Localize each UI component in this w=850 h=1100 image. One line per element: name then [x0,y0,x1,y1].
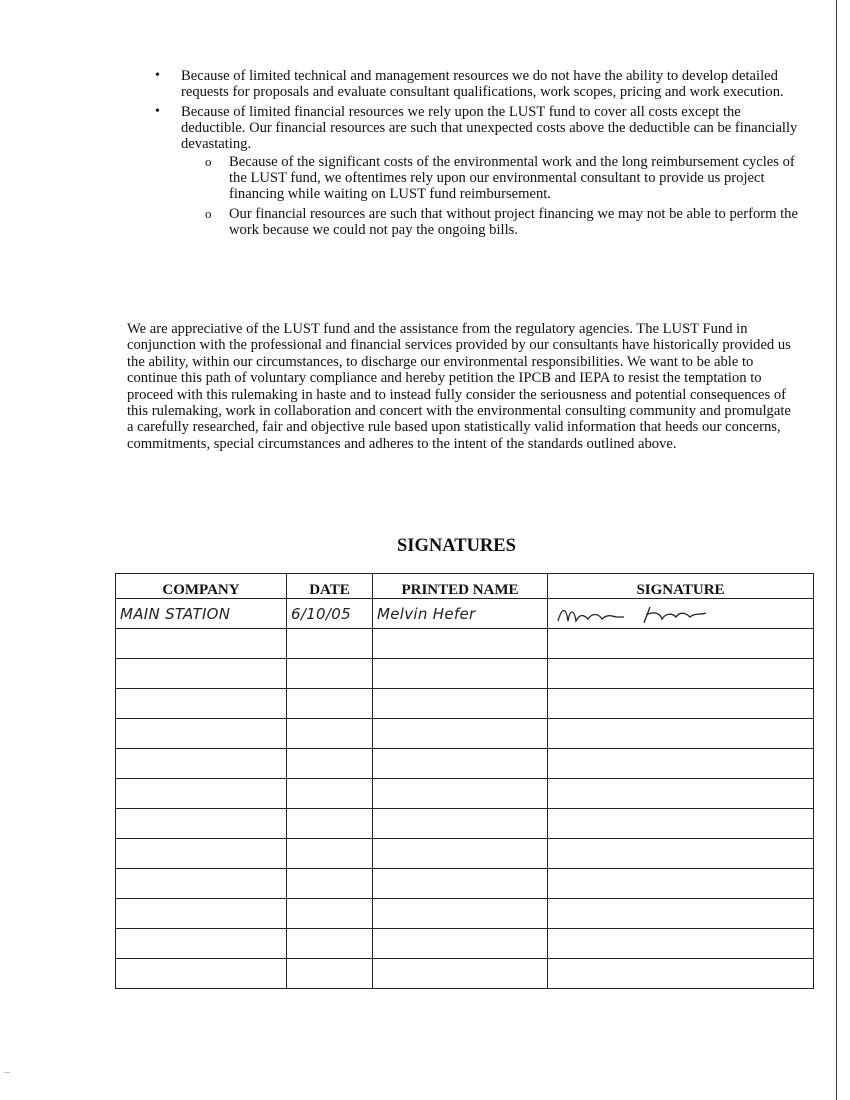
sub-bullet-text: Because of the significant costs of the environmental work and the long reimbursement cycles of the LUST fund, we oftentimes rely upon our environmental consultant to provide us project financing while waiting on LUST fund reimbursement. [229,154,795,202]
printed-name-cell[interactable] [373,869,548,899]
company-cell[interactable] [116,839,287,869]
printed-name-cell[interactable] [373,599,548,629]
footer-mark: ... [4,1066,10,1075]
signature-table [115,573,814,989]
table-row [116,749,814,779]
date-cell[interactable] [287,749,373,779]
bullet-item [152,104,807,238]
table-row [116,659,814,689]
date-cell[interactable] [287,839,373,869]
date-cell[interactable] [287,929,373,959]
signature-cell[interactable] [548,749,814,779]
signature-cell[interactable] [548,809,814,839]
signature-cell[interactable] [548,659,814,689]
signatures-heading: SIGNATURES [397,536,516,556]
sub-bullet-text: Our financial resources are such that without project financing we may not be able to perform the work because we could not pay the ongoing bills. [229,206,798,238]
company-cell[interactable] [116,719,287,749]
table-row [116,959,814,989]
printed-name-cell[interactable] [373,899,548,929]
header-company: COMPANY [116,574,287,599]
company-cell[interactable] [116,599,287,629]
date-cell[interactable] [287,809,373,839]
signature-cell[interactable] [548,869,814,899]
signature-cell[interactable] [548,959,814,989]
printed-name-cell[interactable] [373,839,548,869]
table-row [116,869,814,899]
printed-name-cell[interactable] [373,809,548,839]
company-cell[interactable] [116,779,287,809]
printed-name-cell[interactable] [373,659,548,689]
company-cell[interactable] [116,749,287,779]
signature-cell[interactable] [548,629,814,659]
date-cell[interactable] [287,599,373,629]
date-cell[interactable] [287,779,373,809]
printed-name-cell[interactable] [373,959,548,989]
signature-cell[interactable] [548,689,814,719]
company-cell[interactable] [116,869,287,899]
bullet-text: Because of limited financial resources we rely upon the LUST fund to cover all costs except the deductible. Our financial resources are such that unexpected costs above the deductible can be financially devastating. [181,104,798,152]
printed-name-cell[interactable] [373,629,548,659]
signature-cell[interactable] [548,779,814,809]
company-cell[interactable] [116,659,287,689]
header-signature: SIGNATURE [548,574,814,599]
signature-cell[interactable] [548,929,814,959]
company-cell[interactable] [116,899,287,929]
company-cell[interactable] [116,689,287,719]
company-cell[interactable] [116,929,287,959]
table-header-row [116,574,814,599]
signature-cell[interactable] [548,719,814,749]
printed-name-handwritten: Melvin Hefer [377,604,476,623]
signature-cell[interactable] [548,899,814,929]
sub-bullet-item [181,154,807,202]
date-cell[interactable] [287,689,373,719]
table-row [116,839,814,869]
company-cell[interactable] [116,809,287,839]
bullet-list [152,68,807,242]
company-cell[interactable] [116,629,287,659]
table-row [116,899,814,929]
date-cell[interactable] [287,629,373,659]
date-cell[interactable] [287,869,373,899]
table-row [116,929,814,959]
header-date: DATE [287,574,373,599]
company-handwritten: MAIN STATION [120,604,231,623]
date-cell[interactable] [287,719,373,749]
date-handwritten: 6/10/05 [291,604,351,623]
company-cell[interactable] [116,959,287,989]
bullet-item [152,68,807,100]
signature-cell[interactable] [548,839,814,869]
table-row [116,779,814,809]
date-cell[interactable] [287,899,373,929]
signature-cell[interactable] [548,599,814,629]
printed-name-cell[interactable] [373,689,548,719]
table-row [116,629,814,659]
date-cell[interactable] [287,659,373,689]
printed-name-cell[interactable] [373,749,548,779]
bullet-text: Because of limited technical and management resources we do not have the ability to develop detailed requests for proposals and evaluate consultant qualifications, work scopes, pricing and work execution. [181,68,784,100]
printed-name-cell[interactable] [373,779,548,809]
date-cell[interactable] [287,959,373,989]
header-printed-name: PRINTED NAME [373,574,548,599]
table-row [116,809,814,839]
printed-name-cell[interactable] [373,719,548,749]
table-row [116,719,814,749]
sub-bullet-item [181,206,807,238]
table-row [116,599,814,629]
sub-bullet-list [181,154,807,238]
printed-name-cell[interactable] [373,929,548,959]
table-row [116,689,814,719]
handwritten-signature [554,601,724,627]
petition-paragraph: We are appreciative of the LUST fund and the assistance from the regulatory agencies. The LUST Fund in conjunction with the professional and financial services provided by our consultants have historically provided us the ability, within our circumstances, to discharge our environmental responsibilities. We want to be able to continue this path of voluntary compliance and hereby petition the IPCB and IEPA to resist the temptation to proceed with this rulemaking in haste and to instead fully consider the seriousness and potential consequences of this rulemaking, work in collaboration and concert with the environmental consulting community and promulgate a carefully researched, fair and objective rule based upon statistically valid information that heeds our concerns, commitments, special circumstances and adheres to the intent of the standards outlined above. [127,321,791,452]
